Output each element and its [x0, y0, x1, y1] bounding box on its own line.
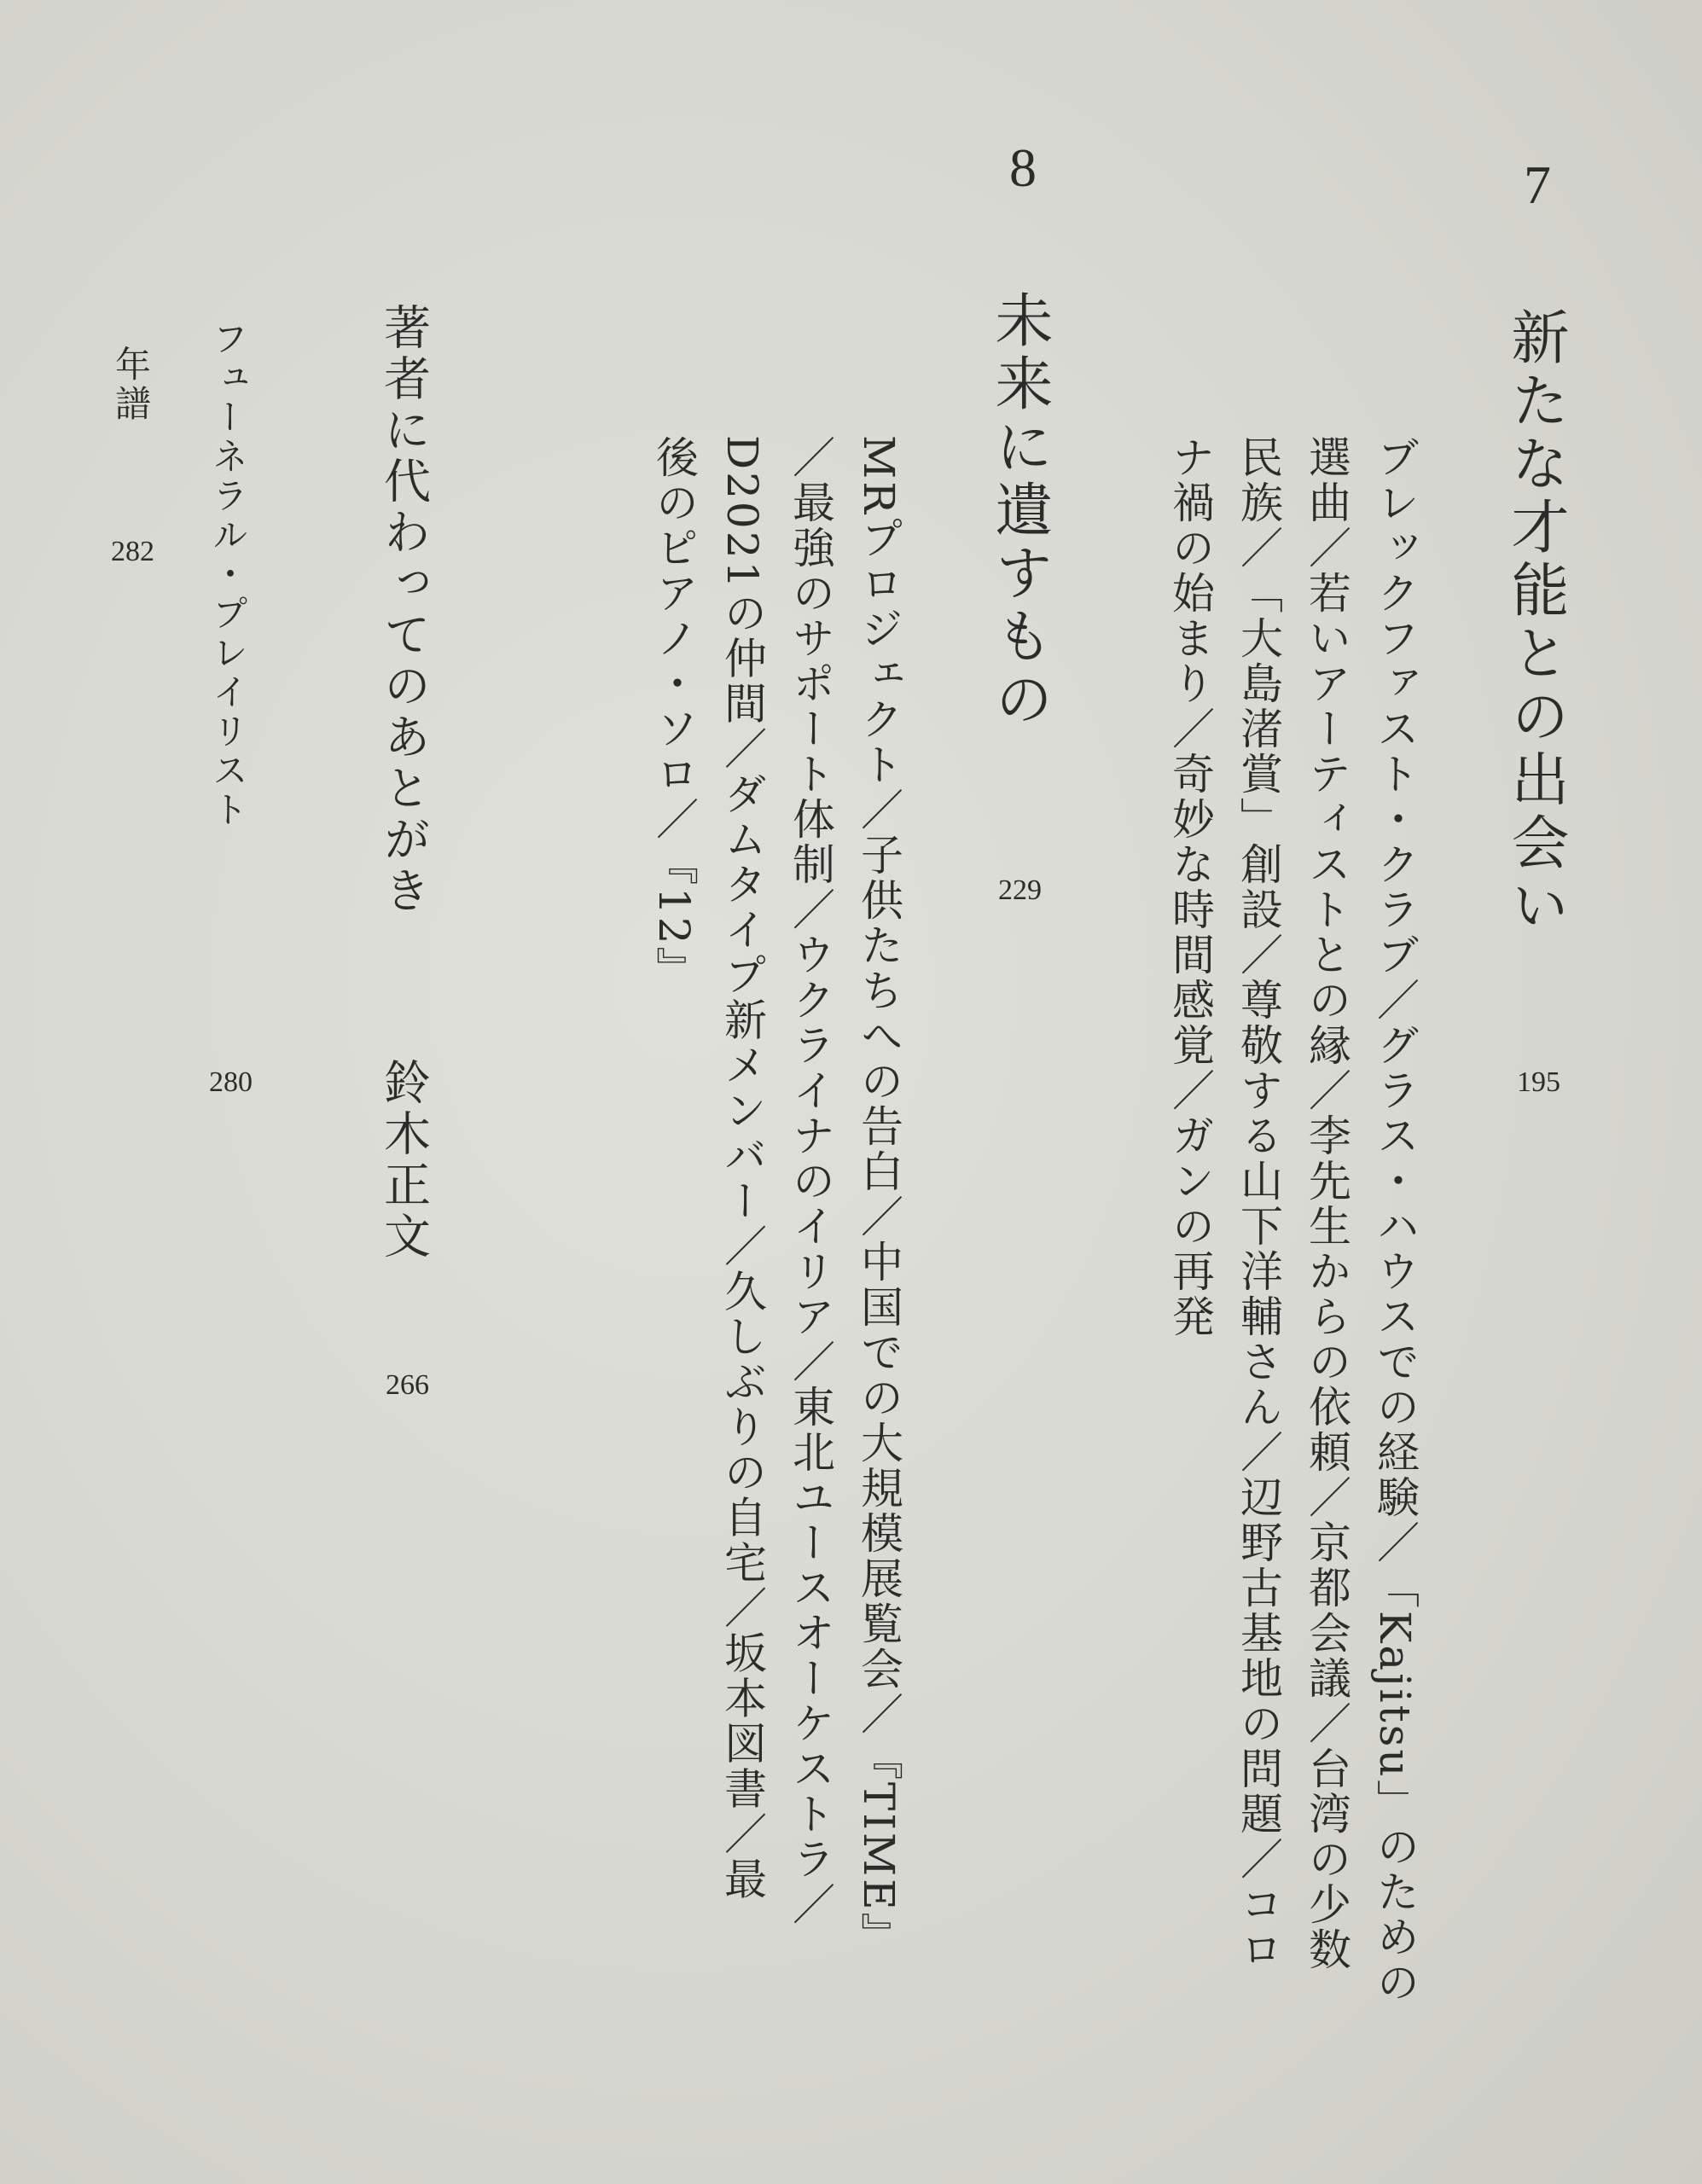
chapter-8-line-4: 後のピアノ・ソロ／『12』 [649, 435, 699, 992]
chapter-8-page: 229 [998, 874, 1042, 906]
playlist-page: 280 [209, 1066, 253, 1098]
chapter-8-line-2: ／最強のサポート体制／ウクライナのイリア／東北ユースオーケストラ／ [786, 435, 835, 1927]
chapter-8-line-3: D2021の仲間／ダムタイプ新メンバー／久しぶりの自宅／坂本図書／最 [717, 435, 767, 1902]
chapter-8-line-1: MRプロジェクト／子供たちへの告白／中国での大規模展覧会／『TIME』 [854, 435, 903, 1958]
chapter-7-title: 新たな才能との出会い [1502, 307, 1569, 938]
chapter-8-number: 8 [1009, 137, 1037, 198]
chronology-page: 282 [111, 536, 154, 567]
afterword-title: 著者に代わってのあとがき [376, 303, 431, 917]
playlist-title: フューネラル・プレイリスト [207, 320, 249, 830]
afterword-author: 鈴木正文 [376, 1058, 431, 1263]
chapter-8-title: 未来に遺すもの [985, 290, 1053, 732]
chapter-7-line-2: 選曲／若いアーティストとの縁／李先生からの依頼／京都会議／台湾の少数 [1302, 435, 1351, 1972]
chronology-title: 年譜 [110, 346, 152, 424]
chapter-7-number: 7 [1524, 154, 1551, 215]
chapter-7-line-3: 民族／「大島渚賞」創設／尊敬する山下洋輔さん／辺野古基地の問題／コロ [1234, 435, 1283, 1972]
chapter-7-line-4: ナ禍の始まり／奇妙な時間感覚／ガンの再発 [1165, 435, 1215, 1339]
afterword-page: 266 [386, 1369, 429, 1401]
chapter-7-line-1: ブレックファスト・クラブ／グラス・ハウスでの経験／「Kajitsu」のための [1370, 435, 1420, 2006]
chapter-7-page: 195 [1517, 1066, 1560, 1098]
